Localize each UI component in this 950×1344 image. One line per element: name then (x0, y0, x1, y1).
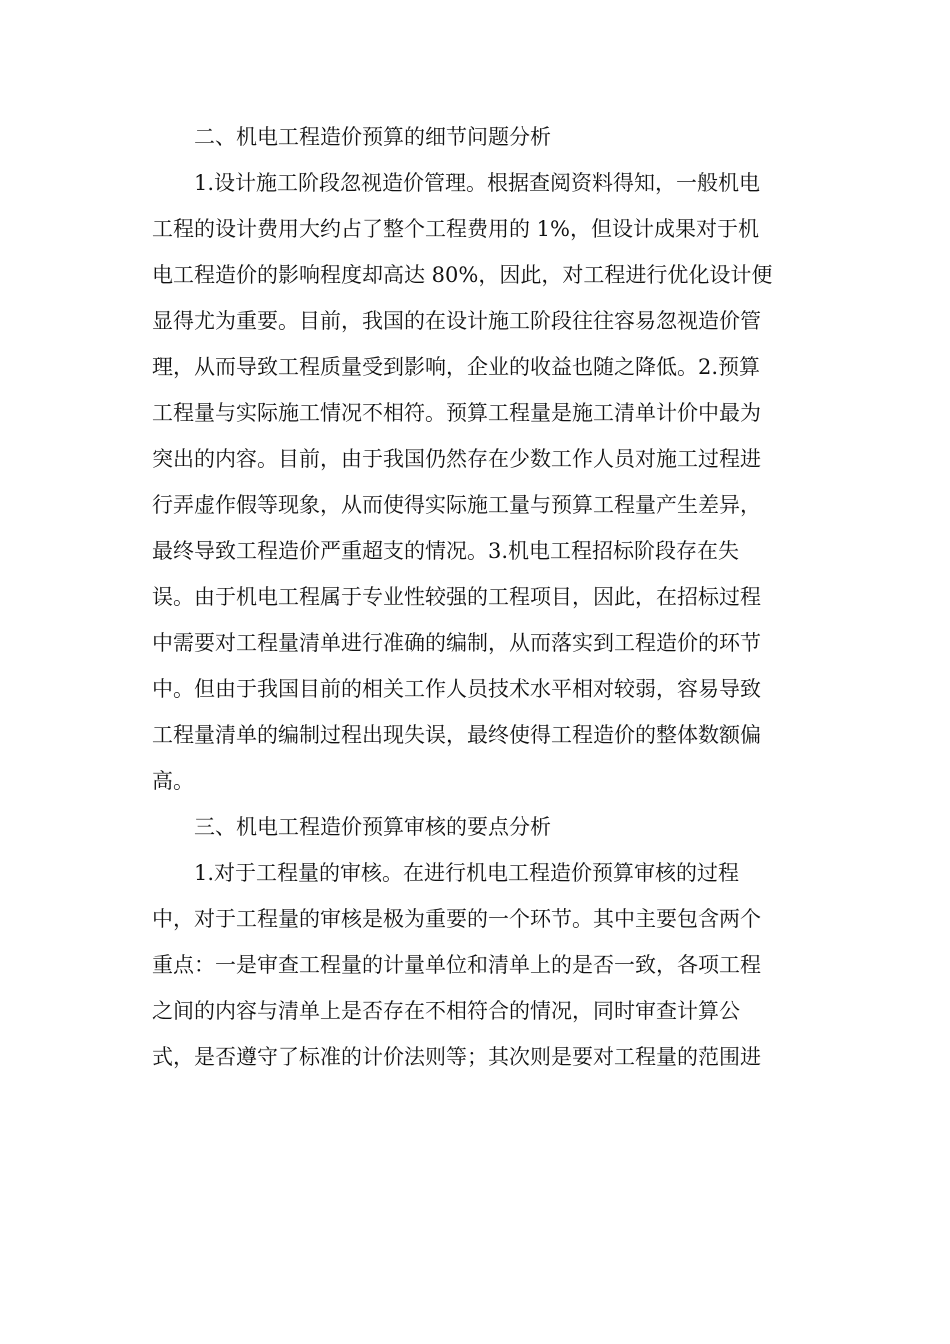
section-heading-2: 二、机电工程造价预算的细节问题分析 (194, 125, 551, 149)
text-line: 中，对于工程量的审核是极为重要的一个环节。其中主要包含两个 (152, 907, 761, 931)
text-line: 突出的内容。目前，由于我国仍然存在少数工作人员对施工过程进 (152, 447, 761, 471)
text-line: 重点：一是审查工程量的计量单位和清单上的是否一致，各项工程 (152, 953, 761, 977)
text-line: 显得尤为重要。目前，我国的在设计施工阶段往往容易忽视造价管 (152, 309, 761, 333)
text-line: 之间的内容与清单上是否存在不相符合的情况，同时审查计算公 (152, 999, 740, 1023)
text-line: 中。但由于我国目前的相关工作人员技术水平相对较弱，容易导致 (152, 677, 761, 701)
paragraph-section-3 (152, 850, 802, 1080)
text-line: 1.对于工程量的审核。在进行机电工程造价预算审核的过程 (194, 861, 740, 885)
text-line: 工程量与实际施工情况不相符。预算工程量是施工清单计价中最为 (152, 401, 761, 425)
text-line: 工程量清单的编制过程出现失误，最终使得工程造价的整体数额偏 (152, 723, 761, 747)
text-line: 1.设计施工阶段忽视造价管理。根据查阅资料得知，一般机电 (194, 171, 761, 195)
text-line: 电工程造价的影响程度却高达 80%，因此，对工程进行优化设计便 (152, 263, 773, 287)
text-line: 理，从而导致工程质量受到影响，企业的收益也随之降低。2.预算 (152, 355, 761, 379)
text-line: 式，是否遵守了标准的计价法则等；其次则是要对工程量的范围进 (152, 1045, 761, 1069)
paragraph-section-2 (152, 160, 802, 804)
text-line: 行弄虚作假等现象，从而使得实际施工量与预算工程量产生差异， (152, 493, 761, 517)
text-line: 高。 (152, 769, 194, 793)
text-line: 误。由于机电工程属于专业性较强的工程项目，因此，在招标过程 (152, 585, 761, 609)
section-heading-3: 三、机电工程造价预算审核的要点分析 (194, 815, 551, 839)
text-line: 中需要对工程量清单进行准确的编制，从而落实到工程造价的环节 (152, 631, 761, 655)
text-line: 工程的设计费用大约占了整个工程费用的 1%，但设计成果对于机 (152, 217, 759, 241)
document-body (152, 114, 802, 1080)
text-line: 最终导致工程造价严重超支的情况。3.机电工程招标阶段存在失 (152, 539, 740, 563)
